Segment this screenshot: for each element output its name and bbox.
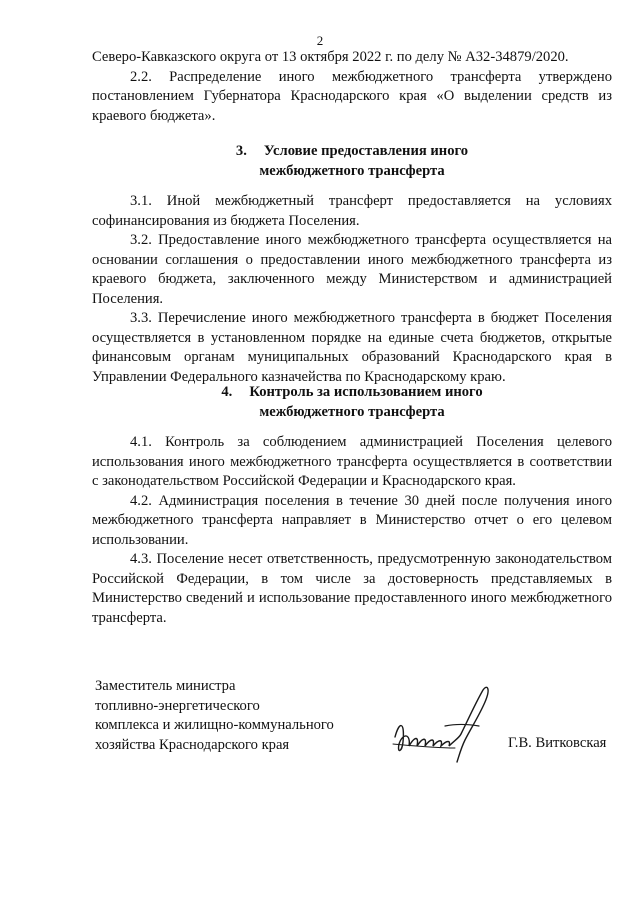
top-text	[92, 48, 612, 126]
page-number: 2	[316, 33, 324, 48]
section-4-body	[92, 433, 612, 628]
signatory-position	[95, 677, 334, 755]
paragraph-4-3: 4.3. Поселение несет ответственность, предусмотренную законодательством Российской Федерации, в том числе за достоверность представляемых в Министерство сведений и использование предоставленного иного межбюджетного трансферта.	[92, 551, 612, 626]
paragraph-continuation: Северо-Кавказского округа от 13 октября 2022 г. по делу № А32-34879/2020.	[92, 49, 569, 65]
position-line: хозяйства Краснодарского края	[95, 736, 290, 753]
position-line: топливно-энергетического	[95, 697, 260, 714]
position-line: Заместитель министра	[95, 678, 236, 694]
paragraph-4-1: 4.1. Контроль за соблюдением администрацией Поселения целевого использования иного межбюджетного трансферта осуществляется в соответствии с законодательством Российской Федерации и Краснодарского края.	[92, 434, 612, 489]
paragraph-2-2: 2.2. Распределение иного межбюджетного трансферта утверждено постановлением Губернатора Краснодарского края «О выделении средств из краевого бюджета».	[92, 68, 612, 124]
paragraph-3-1: 3.1. Иной межбюджетный трансферт предоставляется на условиях софинансирования из бюджета Поселения.	[92, 193, 612, 229]
paragraph-3-2: 3.2. Предоставление иного межбюджетного трансферта осуществляется на основании соглашения о предоставлении иного межбюджетного трансферта из краевого бюджета, заключенного между Министерством и администрацией Поселения.	[92, 232, 612, 307]
paragraph-4-2: 4.2. Администрация поселения в течение 30 дней после получения иного межбюджетного трансферта направляет в Министерство отчет о его целевом использовании.	[92, 492, 612, 548]
section-4-title-line2: межбюджетного трансферта	[259, 403, 445, 420]
section-3-number: 3.	[235, 143, 247, 159]
section-4-number: 4.	[221, 384, 233, 400]
section-3-title-line2: межбюджетного трансферта	[259, 162, 445, 179]
section-4-title-line1: Контроль за использованием иного	[249, 384, 483, 400]
section-3-title-line1: Условие предоставления иного	[263, 143, 469, 159]
section-3-body	[92, 192, 612, 387]
section-4-heading	[92, 383, 612, 422]
section-3-heading	[92, 142, 612, 181]
handwritten-signature	[385, 682, 500, 767]
paragraph-3-3: 3.3. Перечисление иного межбюджетного трансферта в бюджет Поселения осуществляется в установленном порядке на единые счета бюджетов, открытые финансовым органам муниципальных образований Краснодарского края в Управлении Федерального казначейства по Краснодарскому краю.	[92, 310, 612, 385]
signatory-name: Г.В. Витковская	[508, 735, 607, 751]
position-line: комплекса и жилищно-коммунального	[95, 717, 334, 733]
